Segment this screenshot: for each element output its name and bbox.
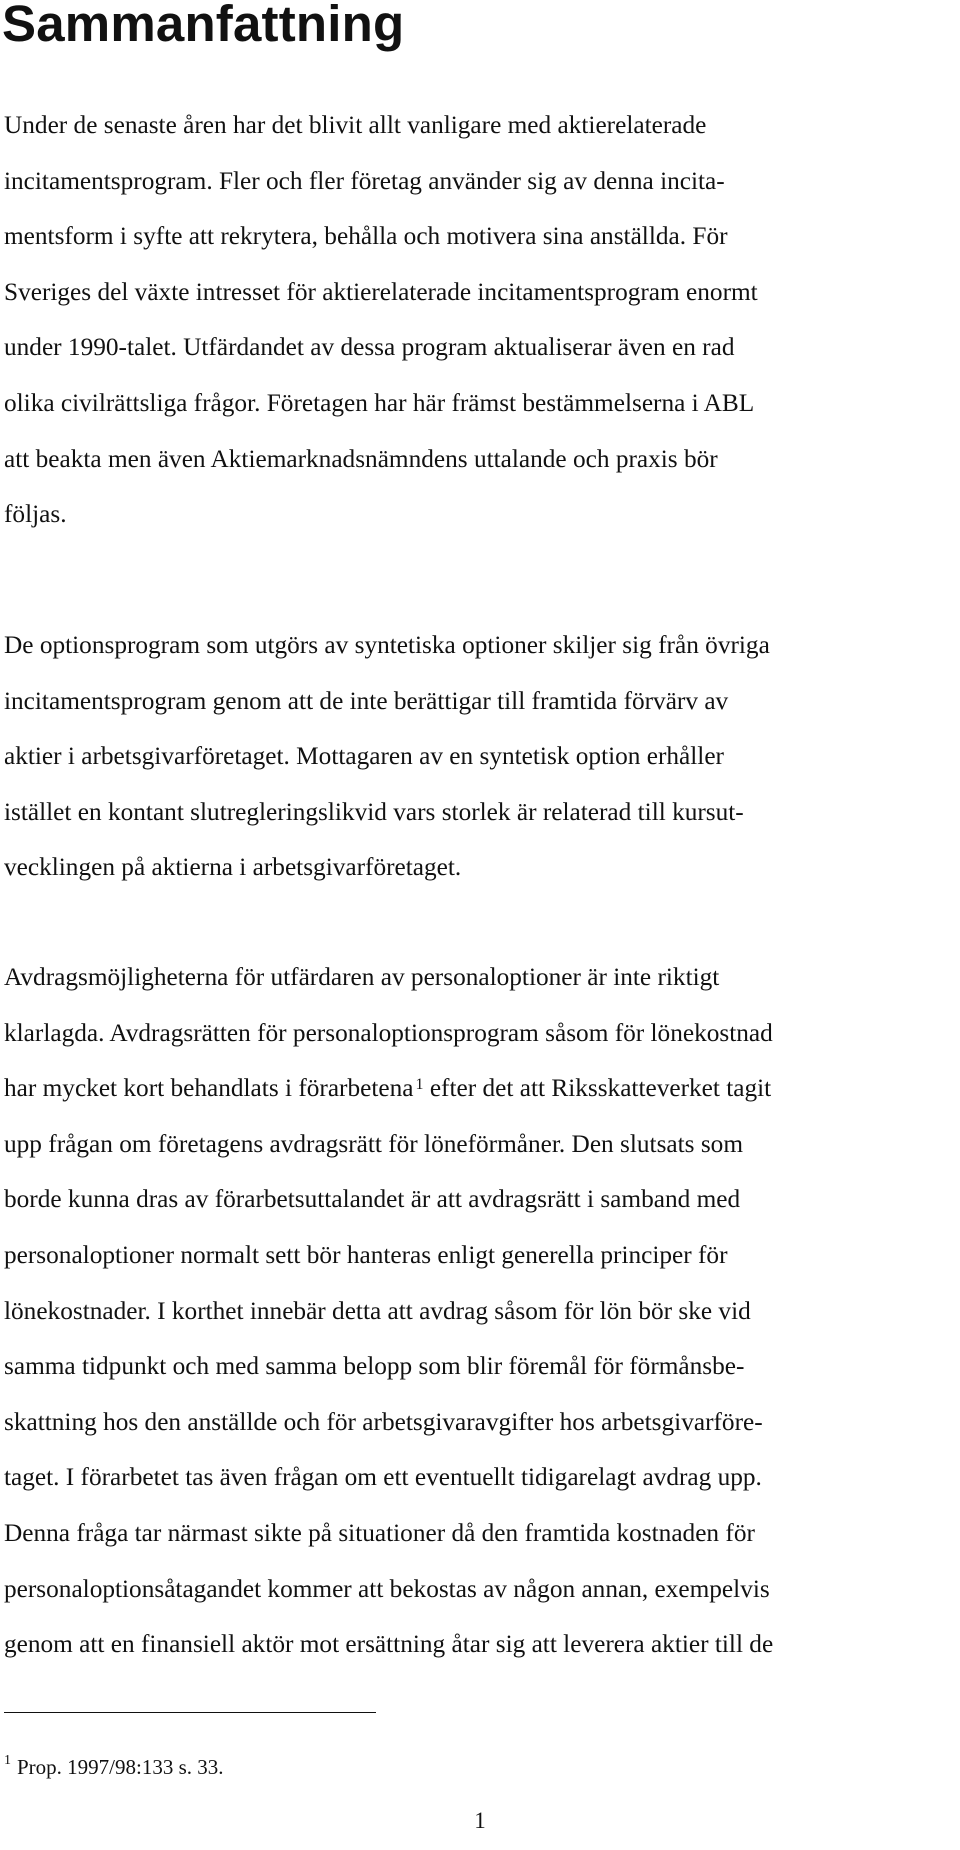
paragraph-line: borde kunna dras av förarbetsuttalandet är att avdragsrätt i samband med — [4, 1185, 741, 1214]
paragraph-line: Under de senaste åren har det blivit allt vanligare med aktierelaterade — [4, 111, 707, 139]
paragraph-3 — [4, 950, 773, 1673]
paragraph-line: genom att en finansiell aktör mot ersättning åtar sig att leverera aktier till de — [4, 1630, 774, 1659]
paragraph-line: klarlagda. Avdragsrätten för personaloptionsprogram såsom för lönekostnad — [4, 1018, 773, 1047]
paragraph-line: följas. — [4, 500, 67, 529]
paragraph-line: att beakta men även Aktiemarknadsnämndens uttalande och praxis bör — [4, 444, 718, 473]
paragraph-2 — [4, 618, 770, 896]
footnote-text: Prop. 1997/98:133 s. 33. — [17, 1755, 224, 1779]
footnote-reference[interactable]: 1 — [415, 1076, 424, 1094]
paragraph-line: De optionsprogram som utgörs av syntetiska optioner skiljer sig från övriga — [4, 631, 770, 659]
paragraph-line: Sveriges del växte intresset för aktierelaterade incitamentsprogram enormt — [4, 277, 758, 306]
paragraph-line: istället en kontant slutregleringslikvid vars storlek är relaterad till kursut- — [4, 797, 744, 826]
paragraph-1 — [4, 98, 758, 543]
paragraph-line: incitamentsprogram genom att de inte berättigar till framtida förvärv av — [4, 686, 729, 715]
paragraph-line: Denna fråga tar närmast sikte på situationer då den framtida kostnaden för — [4, 1518, 755, 1547]
line-text-before-ref: har mycket kort behandlats i förarbetena — [4, 1074, 414, 1103]
page-title: Sammanfattning — [2, 0, 405, 52]
paragraph-line: skattning hos den anställde och för arbetsgivaravgifter hos arbetsgivarföre- — [4, 1407, 763, 1436]
paragraph-line: mentsform i syfte att rekrytera, behålla och motivera sina anställda. För — [4, 222, 728, 251]
paragraph-line: personaloptionsåtagandet kommer att bekostas av någon annan, exempelvis — [4, 1574, 770, 1603]
paragraph-line: upp frågan om företagens avdragsrätt för löneförmåner. Den slutsats som — [4, 1129, 744, 1158]
line-text-after-ref: efter det att Riksskatteverket tagit — [423, 1074, 772, 1103]
paragraph-line-with-footnote-ref — [4, 1061, 773, 1117]
paragraph-line: vecklingen på aktierna i arbetsgivarföretaget. — [4, 853, 462, 882]
paragraph-line: incitamentsprogram. Fler och fler företag använder sig av denna incita- — [4, 166, 725, 195]
footnote-mark: 1 — [4, 1753, 11, 1768]
paragraph-line: aktier i arbetsgivarföretaget. Mottagaren av en syntetisk option erhåller — [4, 742, 724, 771]
footnote-separator — [4, 1712, 376, 1713]
paragraph-line: lönekostnader. I korthet innebär detta att avdrag såsom för lön bör ske vid — [4, 1296, 751, 1325]
paragraph-line: Avdragsmöjligheterna för utfärdaren av personaloptioner är inte riktigt — [4, 963, 720, 991]
paragraph-line: olika civilrättsliga frågor. Företagen har här främst bestämmelserna i ABL — [4, 388, 755, 417]
footnote — [4, 1752, 224, 1782]
paragraph-line: taget. I förarbetet tas även frågan om ett eventuellt tidigarelagt avdrag upp. — [4, 1463, 762, 1492]
paragraph-line: personaloptioner normalt sett bör hanteras enligt generella principer för — [4, 1240, 728, 1269]
paragraph-line: under 1990-talet. Utfärdandet av dessa program aktualiserar även en rad — [4, 333, 735, 362]
paragraph-line: samma tidpunkt och med samma belopp som blir föremål för förmånsbe- — [4, 1352, 745, 1381]
page-number: 1 — [474, 1808, 486, 1833]
